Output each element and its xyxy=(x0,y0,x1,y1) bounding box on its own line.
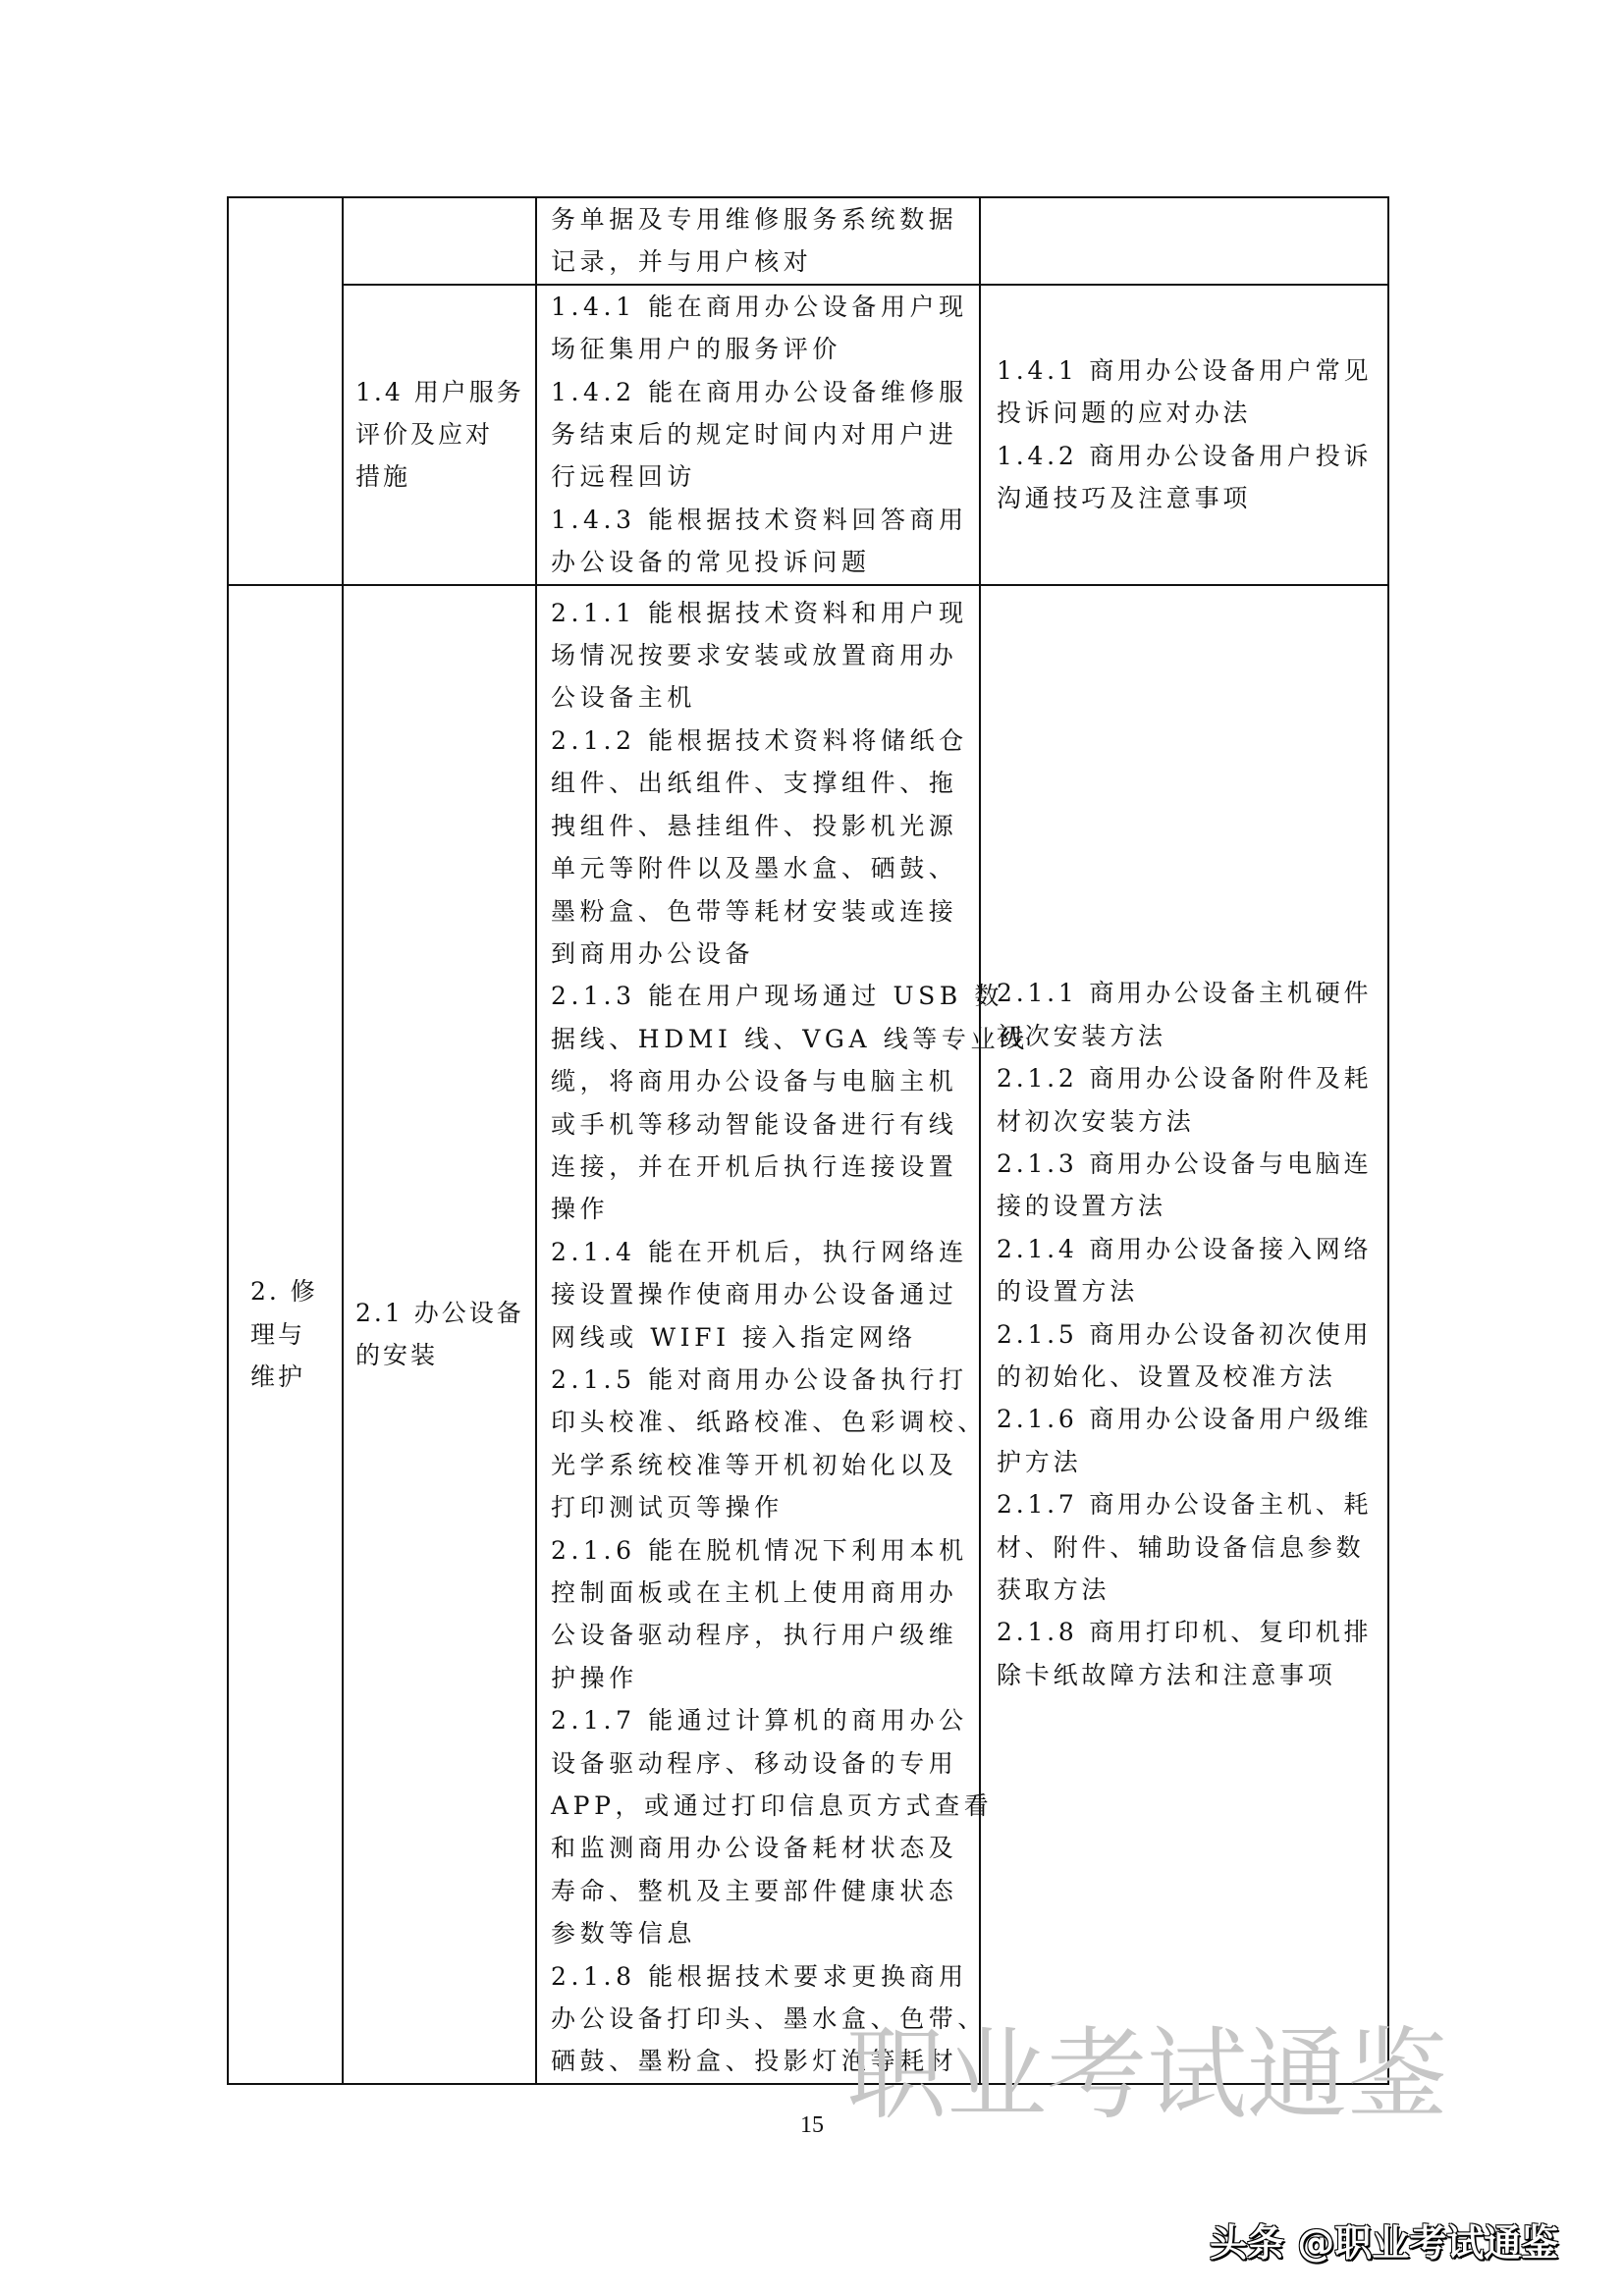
cell-text-line: 单元等附件以及墨水盒、硒鼓、 xyxy=(551,854,958,883)
cell-text-line: 缆，将商用办公设备与电脑主机 xyxy=(551,1067,958,1096)
cell-text-line: 评价及应对 xyxy=(355,420,494,450)
cell-text-line: 印头校准、纸路校准、色彩调校、 xyxy=(551,1408,988,1437)
cell-related-knowledge xyxy=(980,585,1388,2084)
cell-text-line: 1.4.2 能在商用办公设备维修服 xyxy=(551,377,968,406)
cell-text-line: 行远程回访 xyxy=(551,462,697,492)
cell-text-line: 寿命、整机及主要部件健康状态 xyxy=(551,1876,958,1905)
cell-text-line: 的设置方法 xyxy=(997,1277,1139,1307)
cell-text-line: 2.1.3 能在用户现场通过 USB 数 xyxy=(551,982,1004,1011)
cell-text-line: 2.1.6 能在脱机情况下利用本机 xyxy=(551,1535,968,1565)
cell-work-area xyxy=(228,197,343,585)
cell-text-line: 1.4.1 能在商用办公设备用户现 xyxy=(551,292,968,321)
cell-text-line: 务单据及专用维修服务系统数据 xyxy=(551,205,958,234)
cell-text-line: 2.1.2 能根据技术资料将储纸仓 xyxy=(551,725,968,755)
cell-text-line: 获取方法 xyxy=(997,1575,1110,1604)
cell-text-line: 沟通技巧及注意事项 xyxy=(997,484,1252,513)
cell-text-line: 墨粉盒、色带等耗材安装或连接 xyxy=(551,896,958,926)
cell-text-line: 或手机等移动智能设备进行有线 xyxy=(551,1109,958,1139)
cell-text-line: 2.1.6 商用办公设备用户级维 xyxy=(997,1405,1373,1434)
cell-text-line: 2.1.1 商用办公设备主机硬件 xyxy=(997,979,1373,1008)
cell-text-line: 场征集用户的服务评价 xyxy=(551,335,842,364)
cell-text-line: 连接，并在开机后执行连接设置 xyxy=(551,1151,958,1181)
cell-text-line: 2.1.2 商用办公设备附件及耗 xyxy=(997,1064,1373,1094)
cell-text-line: 2.1.3 商用办公设备与电脑连 xyxy=(997,1148,1373,1178)
cell-text-line: 材、附件、辅助设备信息参数 xyxy=(997,1532,1365,1562)
cell-text-line: 1.4.1 商用办公设备用户常见 xyxy=(997,355,1373,385)
cell-text-line: 光学系统校准等开机初始化以及 xyxy=(551,1450,958,1479)
cell-text-line: 办公设备的常见投诉问题 xyxy=(551,548,871,577)
cell-text-line: 2.1.7 能通过计算机的商用办公 xyxy=(551,1706,968,1735)
cell-text-line: 投诉问题的应对办法 xyxy=(997,399,1252,428)
cell-text-line: 和监测商用办公设备耗材状态及 xyxy=(551,1834,958,1863)
page-number: 15 xyxy=(800,2112,824,2138)
cell-skill-requirements xyxy=(536,585,1029,2084)
cell-text-line: 场情况按要求安装或放置商用办 xyxy=(551,641,958,670)
cell-text-line: 的安装 xyxy=(355,1341,439,1370)
cell-text-line: 2.1.8 商用打印机、复印机排 xyxy=(997,1618,1373,1647)
watermark-text: 职业考试通鉴 xyxy=(846,2017,1447,2134)
skills-requirements-table xyxy=(227,196,1389,2085)
cell-text-line: 2.1.8 能根据技术要求更换商用 xyxy=(551,1961,968,1991)
cell-text-line: APP，或通过打印信息页方式查看 xyxy=(551,1791,994,1821)
cell-work-content xyxy=(343,197,536,285)
cell-work-content xyxy=(343,585,536,2084)
cell-text-line: 设备驱动程序、移动设备的专用 xyxy=(551,1748,958,1778)
cell-text-line: 材初次安装方法 xyxy=(997,1106,1195,1136)
cell-text-line: 到商用办公设备 xyxy=(551,938,755,968)
cell-text-line: 护操作 xyxy=(551,1663,638,1692)
cell-text-line: 据线、HDMI 线、VGA 线等专业线 xyxy=(551,1024,1029,1053)
cell-text-line: 记录，并与用户核对 xyxy=(551,247,813,277)
cell-text-line: 2.1.7 商用办公设备主机、耗 xyxy=(997,1490,1373,1520)
cell-text-line: 务结束后的规定时间内对用户进 xyxy=(551,420,958,450)
table-row xyxy=(228,285,1388,585)
cell-text-line: 接设置操作使商用办公设备通过 xyxy=(551,1280,958,1309)
cell-text-line: 网线或 WIFI 接入指定网络 xyxy=(551,1322,917,1352)
cell-text-line: 操作 xyxy=(551,1195,610,1224)
cell-text-line: 1.4.3 能根据技术资料回答商用 xyxy=(551,505,968,534)
cell-text-line: 2.1.4 能在开机后，执行网络连 xyxy=(551,1237,968,1266)
cell-text-line: 1.4 用户服务 xyxy=(355,377,524,406)
cell-text-line: 除卡纸故障方法和注意事项 xyxy=(997,1660,1336,1689)
cell-text-line: 参数等信息 xyxy=(551,1919,697,1949)
cell-text-line: 措施 xyxy=(355,462,411,492)
cell-text-line: 理与 xyxy=(250,1319,306,1349)
cell-text-line: 2.1.1 能根据技术资料和用户现 xyxy=(551,598,968,627)
cell-text-line: 拽组件、悬挂组件、投影机光源 xyxy=(551,811,958,840)
cell-text-line: 2. 修 xyxy=(250,1277,318,1307)
cell-text-line: 接的设置方法 xyxy=(997,1192,1166,1221)
cell-skill-requirements xyxy=(536,197,980,285)
cell-text-line: 公设备主机 xyxy=(551,683,697,713)
table-row xyxy=(228,197,1388,285)
cell-text-line: 办公设备打印头、墨水盒、色带、 xyxy=(551,2004,988,2034)
cell-related-knowledge xyxy=(980,285,1388,585)
table-row xyxy=(228,585,1388,2084)
cell-text-line: 控制面板或在主机上使用商用办 xyxy=(551,1578,958,1607)
cell-text-line: 2.1.5 能对商用办公设备执行打 xyxy=(551,1364,968,1394)
cell-text-line: 打印测试页等操作 xyxy=(551,1493,784,1522)
cell-text-line: 的初始化、设置及校准方法 xyxy=(997,1362,1336,1391)
cell-text-line: 1.4.2 商用办公设备用户投诉 xyxy=(997,441,1373,470)
cell-text-line: 初次安装方法 xyxy=(997,1021,1166,1050)
cell-text-line: 护方法 xyxy=(997,1447,1082,1476)
source-credit: 头条 @职业考试通鉴 xyxy=(1210,2221,1559,2265)
cell-work-content xyxy=(343,285,536,585)
cell-text-line: 2.1.5 商用办公设备初次使用 xyxy=(997,1319,1373,1349)
cell-text-line: 组件、出纸组件、支撑组件、拖 xyxy=(551,769,958,798)
cell-related-knowledge xyxy=(980,197,1388,285)
cell-work-area xyxy=(228,585,343,2084)
cell-text-line: 维护 xyxy=(250,1362,306,1391)
cell-text-line: 硒鼓、墨粉盒、投影灯泡等耗材 xyxy=(551,2047,958,2076)
cell-text-line: 2.1.4 商用办公设备接入网络 xyxy=(997,1234,1373,1263)
cell-skill-requirements xyxy=(536,285,980,585)
cell-text-line: 公设备驱动程序，执行用户级维 xyxy=(551,1621,958,1650)
cell-text-line: 2.1 办公设备 xyxy=(355,1298,524,1327)
